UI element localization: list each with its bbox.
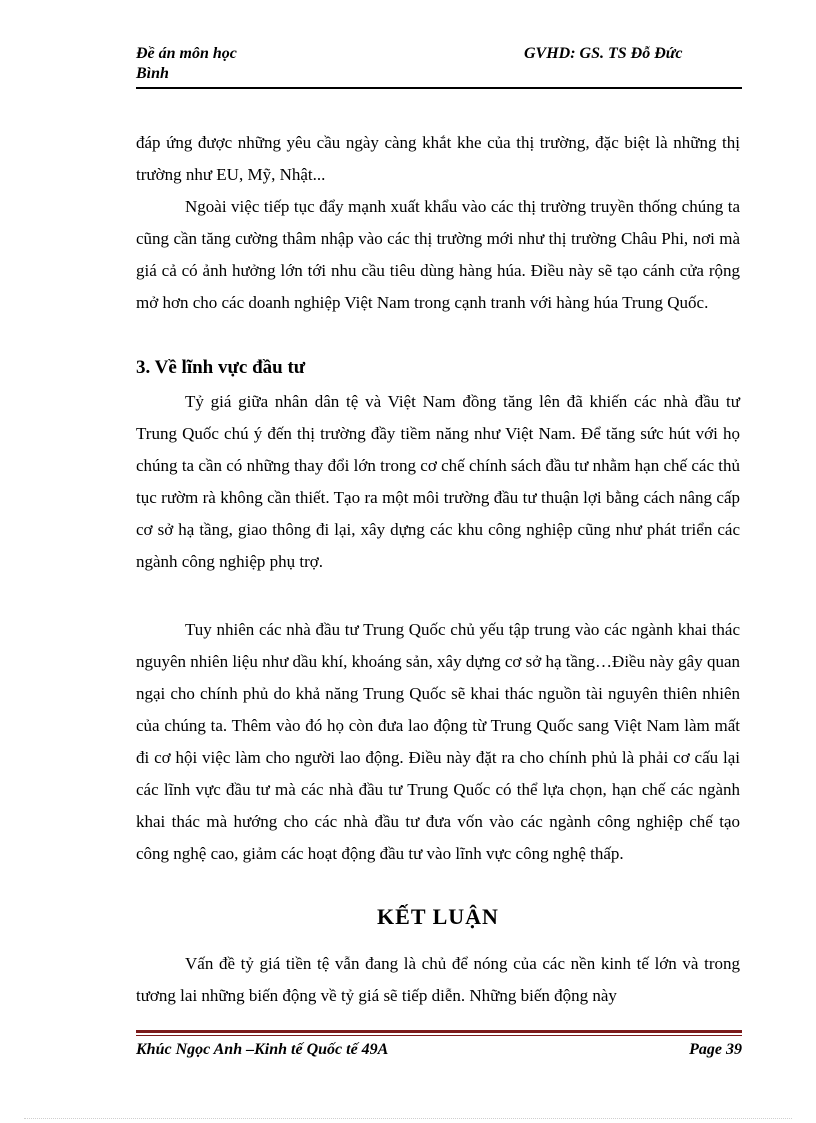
- paragraph-1: đáp ứng được những yêu cầu ngày càng khắt khe của thị trường, đặc biệt là những thị trường như EU, Mỹ, Nhật...: [136, 133, 740, 184]
- paragraph-3: Tỷ giá giữa nhân dân tệ và Việt Nam đồng tăng lên đã khiến các nhà đầu tư Trung Quốc chú ý đến thị trường đầy tiềm năng như Việt Nam. Để tăng sức hút với họ chúng ta cần có những thay đổi lớn trong cơ chế chính sách đầu tư nhằm hạn chế các thủ tục rườm rà không cần thiết. Tạo ra một môi trường đầu tư thuận lợi bằng cách nâng cấp cơ sở hạ tầng, giao thông đi lại, xây dựng các khu công nghiệp cũng như phát triển các ngành công nghiệp phụ trợ.: [136, 392, 740, 571]
- page-edge-divider: [24, 1118, 792, 1119]
- footer-divider-thick: [136, 1030, 742, 1033]
- footer-author: Khúc Ngọc Anh –Kinh tế Quốc tế 49A: [136, 1041, 389, 1058]
- paragraph-5: Vấn đề tỷ giá tiền tệ vẫn đang là chủ để nóng của các nền kinh tế lớn và trong tương lai những biến động về tỷ giá sẽ tiếp diễn. Những biến động này: [136, 954, 740, 1005]
- header-advisor: GVHD: GS. TS Đỗ Đức: [524, 45, 683, 62]
- section-heading-investment: 3. Về lĩnh vực đầu tư: [136, 357, 306, 378]
- paragraph-4: Tuy nhiên các nhà đầu tư Trung Quốc chủ yếu tập trung vào các ngành khai thác nguyên nhiên liệu như dầu khí, khoáng sản, xây dựng cơ sở hạ tầng…Điều này gây quan ngại cho chính phủ do khả năng Trung Quốc sẽ khai thác nguồn tài nguyên thiên nhiên của chúng ta. Thêm vào đó họ còn đưa lao động từ Trung Quốc sang Việt Nam làm mất đi cơ hội việc làm cho người lao động. Điều này đặt ra cho chính phủ là phải cơ cấu lại các lĩnh vực đầu tư mà các nhà đầu tư Trung Quốc có thể lựa chọn, hạn chế các ngành khai thác mà hướng cho các nhà đầu tư đưa vốn vào các ngành công nghiệp chế tạo công nghệ cao, giảm các hoạt động đầu tư vào lĩnh vực công nghệ thấp.: [136, 620, 740, 863]
- footer-divider-thin: [136, 1035, 742, 1036]
- paragraph-2: Ngoài việc tiếp tục đẩy mạnh xuất khẩu vào các thị trường truyền thống chúng ta cũng cần tăng cường thâm nhập vào các thị trường mới như thị trường Châu Phi, nơi mà giá cả có ảnh hưởng lớn tới nhu cầu tiêu dùng hàng húa. Điều này sẽ tạo cánh cửa rộng mở hơn cho các doanh nghiệp Việt Nam trong cạnh tranh với hàng húa Trung Quốc.: [136, 197, 740, 312]
- header-divider: [136, 87, 742, 89]
- page-header: [136, 44, 742, 90]
- page-number: Page 39: [689, 1041, 742, 1058]
- header-advisor-continued: Bình: [136, 65, 169, 82]
- conclusion-title: KẾT LUẬN: [377, 904, 499, 929]
- header-course-label: Đề án môn học: [136, 45, 237, 62]
